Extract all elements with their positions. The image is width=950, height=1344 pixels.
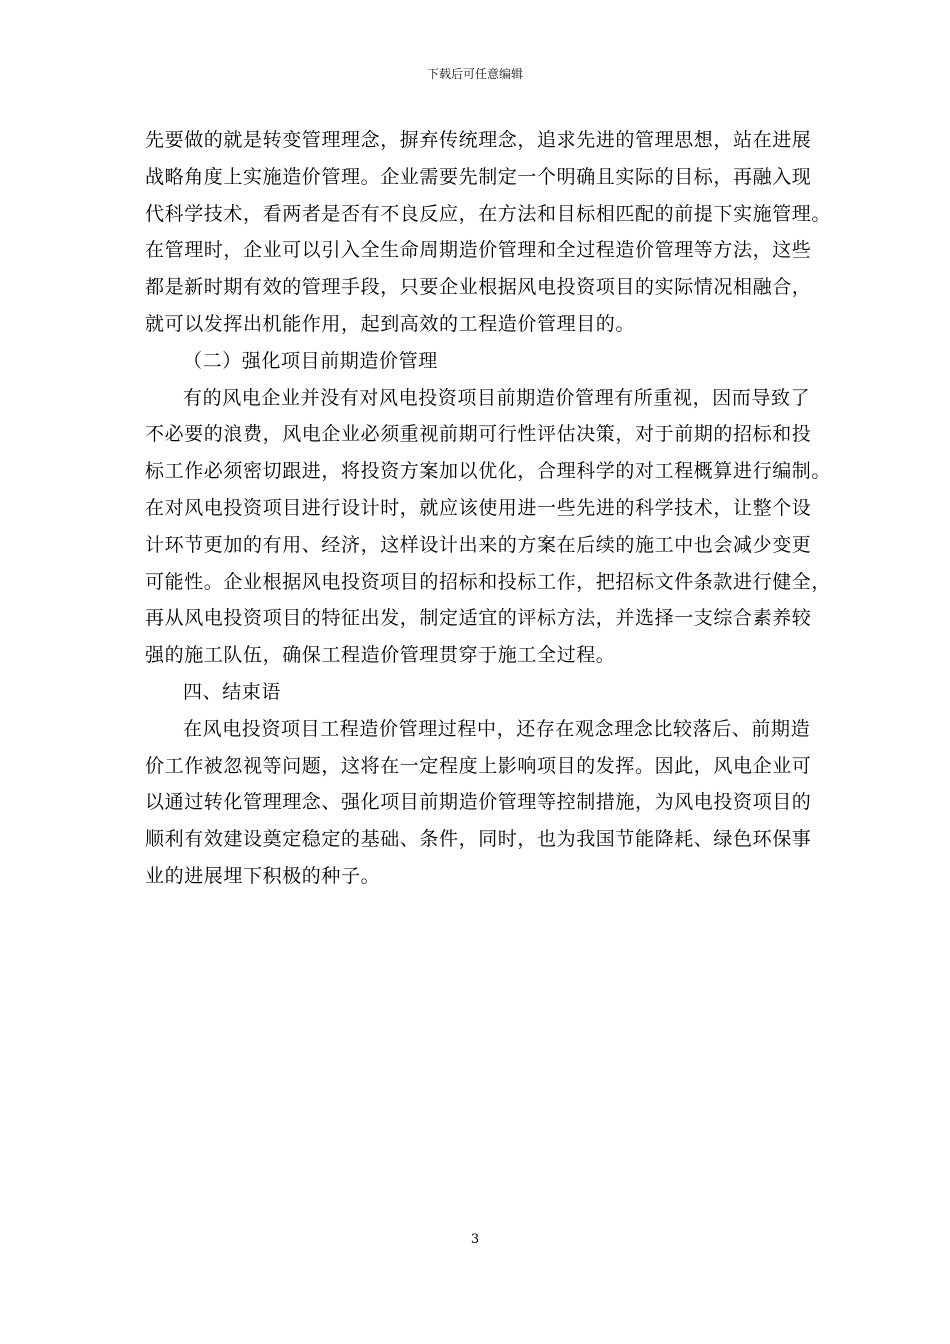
paragraph-line: 顺利有效建设奠定稳定的基础、条件，同时，也为我国节能降耗、绿色环保事 bbox=[145, 828, 812, 851]
paragraph-line: 可能性。企业根据风电投资项目的招标和投标工作，把招标文件条款进行健全， bbox=[145, 570, 832, 593]
paragraph-line: 在管理时，企业可以引入全生命周期造价管理和全过程造价管理等方法，这些 bbox=[145, 239, 812, 262]
paragraph-line: 战略角度上实施造价管理。企业需要先制定一个明确且实际的目标，再融入现 bbox=[145, 165, 812, 188]
paragraph-line: 再从风电投资项目的特征出发，制定适宜的评标方法，并选择一支综合素养较 bbox=[145, 607, 812, 630]
paragraph-line: 都是新时期有效的管理手段，只要企业根据风电投资项目的实际情况相融合， bbox=[145, 276, 812, 299]
paragraph-line: 有的风电企业并没有对风电投资项目前期造价管理有所重视，因而导致了 bbox=[183, 386, 811, 409]
page-header: 下载后可任意编辑 bbox=[426, 67, 523, 81]
paragraph-line: 不必要的浪费，风电企业必须重视前期可行性评估决策，对于前期的招标和投 bbox=[145, 423, 812, 446]
paragraph-line: 在对风电投资项目进行设计时，就应该使用进一些先进的科学技术，让整个设 bbox=[145, 496, 812, 519]
paragraph-line: 就可以发挥出机能作用，起到高效的工程造价管理目的。 bbox=[145, 312, 636, 335]
paragraph-line: 计环节更加的有用、经济，这样设计出来的方案在后续的施工中也会减少变更 bbox=[145, 533, 812, 556]
paragraph-line: 代科学技术，看两者是否有不良反应，在方法和目标相匹配的前提下实施管理。 bbox=[145, 202, 832, 225]
document-body bbox=[145, 122, 832, 895]
paragraph-line: 先要做的就是转变管理理念，摒弃传统理念，追求先进的管理思想，站在进展 bbox=[145, 129, 812, 151]
paragraph-line: 以通过转化管理理念、强化项目前期造价管理等控制措施，为风电投资项目的 bbox=[145, 791, 812, 814]
section-heading: 四、结束语 bbox=[183, 680, 282, 703]
paragraph-line: 在风电投资项目工程造价管理过程中，还存在观念理念比较落后、前期造 bbox=[183, 717, 811, 740]
paragraph-line: 业的进展埋下积极的种子。 bbox=[145, 864, 381, 887]
paragraph-line: 价工作被忽视等问题，这将在一定程度上影响项目的发挥。因此，风电企业可 bbox=[145, 754, 812, 777]
paragraph-line: 强的施工队伍，确保工程造价管理贯穿于施工全过程。 bbox=[145, 644, 616, 667]
section-heading: （二）强化项目前期造价管理 bbox=[183, 349, 438, 372]
page-number: 3 bbox=[470, 1232, 480, 1247]
paragraph-line: 标工作必须密切跟进，将投资方案加以优化，合理科学的对工程概算进行编制。 bbox=[145, 460, 832, 483]
